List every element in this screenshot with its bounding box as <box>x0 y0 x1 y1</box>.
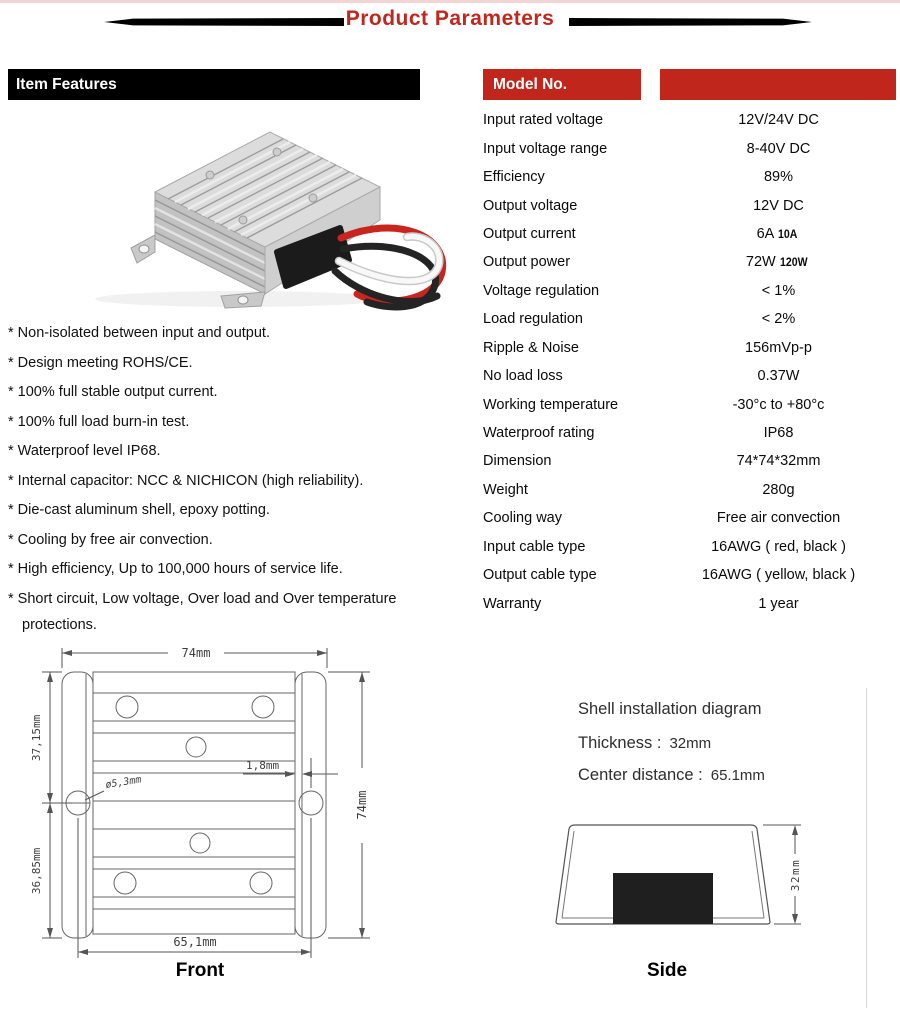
shell-title: Shell installation diagram <box>578 700 762 718</box>
table-row <box>483 106 896 134</box>
side-caption: Side <box>646 960 688 981</box>
dim-height-right: 74mm <box>355 790 369 820</box>
table-row <box>483 305 896 333</box>
feature-item: * 100% full load burn-in test. <box>8 413 190 430</box>
feature-item: * Die-cast aluminum shell, epoxy potting. <box>8 502 270 518</box>
spec-label: Input rated voltage <box>483 112 604 129</box>
feature-item: * Internal capacitor: NCC & NICHICON (high reliability). <box>8 472 364 489</box>
feature-item: * Waterproof level IP68. <box>8 443 161 459</box>
hole <box>250 872 272 894</box>
page-edge-rule <box>866 688 867 1008</box>
spec-label: Ripple & Noise <box>483 339 579 356</box>
spec-label: No load loss <box>483 368 563 385</box>
spec-label: Input voltage range <box>483 140 608 157</box>
hole <box>114 872 136 894</box>
potting-block <box>613 873 713 924</box>
spec-table <box>483 106 896 618</box>
center-distance-label: Center distance : <box>578 766 703 784</box>
spec-label: Output current <box>483 225 576 242</box>
model-no-value-bar <box>660 69 896 100</box>
spec-label: Waterproof rating <box>483 425 595 442</box>
hole <box>190 833 210 853</box>
spec-label: Output cable type <box>483 567 597 584</box>
dim-height-left-bottom: 36,85mm <box>30 847 43 895</box>
dim-hole-diameter: ø5,3mm <box>104 774 143 791</box>
spec-label: Cooling way <box>483 510 562 527</box>
thickness-value: 32mm <box>669 735 712 752</box>
spec-label: Load regulation <box>483 311 583 328</box>
spec-label: Dimension <box>483 453 552 470</box>
spec-value: 89% <box>763 169 794 186</box>
hole <box>186 737 206 757</box>
front-caption: Front <box>175 960 225 981</box>
top-rule <box>0 0 900 3</box>
feature-item: * Non-isolated between input and output. <box>8 325 270 341</box>
table-row <box>483 476 896 504</box>
mounting-hole <box>139 245 149 253</box>
table-row <box>483 134 896 162</box>
thickness-label: Thickness : <box>578 734 662 752</box>
page-title: Product Parameters <box>345 7 555 30</box>
spec-value: 8-40V DC <box>746 140 811 157</box>
body-outline <box>93 672 295 934</box>
spec-value: 12V DC <box>753 197 804 214</box>
table-row <box>483 191 896 219</box>
feature-item: * Cooling by free air convection. <box>8 531 213 548</box>
spec-label: Weight <box>483 481 528 498</box>
spec-value: 74*74*32mm <box>736 453 821 470</box>
feature-item: * Design meeting ROHS/CE. <box>8 354 193 371</box>
model-no-header: Model No. <box>483 69 641 100</box>
spec-label: Output voltage <box>483 197 578 214</box>
title-rule-left <box>104 18 344 26</box>
spec-label: Voltage regulation <box>483 282 600 299</box>
shell-installation-info <box>578 700 765 798</box>
screw-post <box>206 171 214 179</box>
screw-post <box>273 148 281 156</box>
dim-side-height: 32mm <box>789 858 802 892</box>
spec-value: -30°c to +80°c <box>732 396 825 413</box>
spec-label: Warranty <box>483 595 542 612</box>
table-row <box>483 561 896 589</box>
table-row <box>483 334 896 362</box>
screw-post <box>309 194 317 202</box>
feature-item: * High efficiency, Up to 100,000 hours of service life. <box>8 561 343 577</box>
spec-value: Free air convection <box>716 510 841 527</box>
table-row <box>483 220 896 248</box>
spec-label: Working temperature <box>483 396 619 413</box>
side-dimension-drawing <box>548 812 808 937</box>
dim-width-top: 74mm <box>181 646 211 660</box>
item-features-header: Item Features <box>8 69 420 100</box>
spec-value: 6A 10A <box>756 225 798 242</box>
spec-value: < 2% <box>761 311 796 328</box>
spec-value: 72W 120W <box>745 254 808 271</box>
hole <box>116 696 138 718</box>
spec-value: 16AWG ( red, black ) <box>711 538 846 555</box>
spec-value: 280g <box>762 481 795 498</box>
table-row <box>483 533 896 561</box>
table-row <box>483 589 896 617</box>
center-distance-value: 65.1mm <box>710 767 765 784</box>
table-row <box>483 390 896 418</box>
dim-height-left-top: 37,15mm <box>30 714 43 762</box>
center-distance-row <box>578 766 765 785</box>
screw-post <box>239 216 247 224</box>
feature-item: * Short circuit, Low voltage, Over load and Over temperature protections. <box>8 590 397 633</box>
spec-value: 156mVp-p <box>745 339 812 356</box>
feature-item: * 100% full stable output current. <box>8 384 218 400</box>
table-row <box>483 504 896 532</box>
feature-list <box>8 320 430 641</box>
mounting-hole <box>238 296 248 304</box>
spec-value: IP68 <box>763 425 794 442</box>
spec-label: Efficiency <box>483 169 545 186</box>
hole <box>252 696 274 718</box>
product-photo <box>25 102 455 317</box>
table-row <box>483 277 896 305</box>
dim-gap: 1,8mm <box>246 759 280 772</box>
spec-value: 1 year <box>758 595 799 612</box>
table-row <box>483 362 896 390</box>
front-dimension-drawing <box>28 638 380 970</box>
table-row <box>483 163 896 191</box>
table-row <box>483 419 896 447</box>
mount-hole-right <box>299 791 323 815</box>
thickness-row <box>578 734 765 753</box>
spec-value: 12V/24V DC <box>738 112 819 129</box>
spec-label: Output power <box>483 254 571 271</box>
spec-value: < 1% <box>761 282 796 299</box>
spec-value: 0.37W <box>757 368 800 385</box>
table-row <box>483 447 896 475</box>
spec-value: 16AWG ( yellow, black ) <box>701 567 856 584</box>
title-rule-right <box>569 18 812 26</box>
dim-width-bottom: 65,1mm <box>173 935 217 949</box>
spec-label: Input cable type <box>483 538 586 555</box>
table-row <box>483 248 896 276</box>
